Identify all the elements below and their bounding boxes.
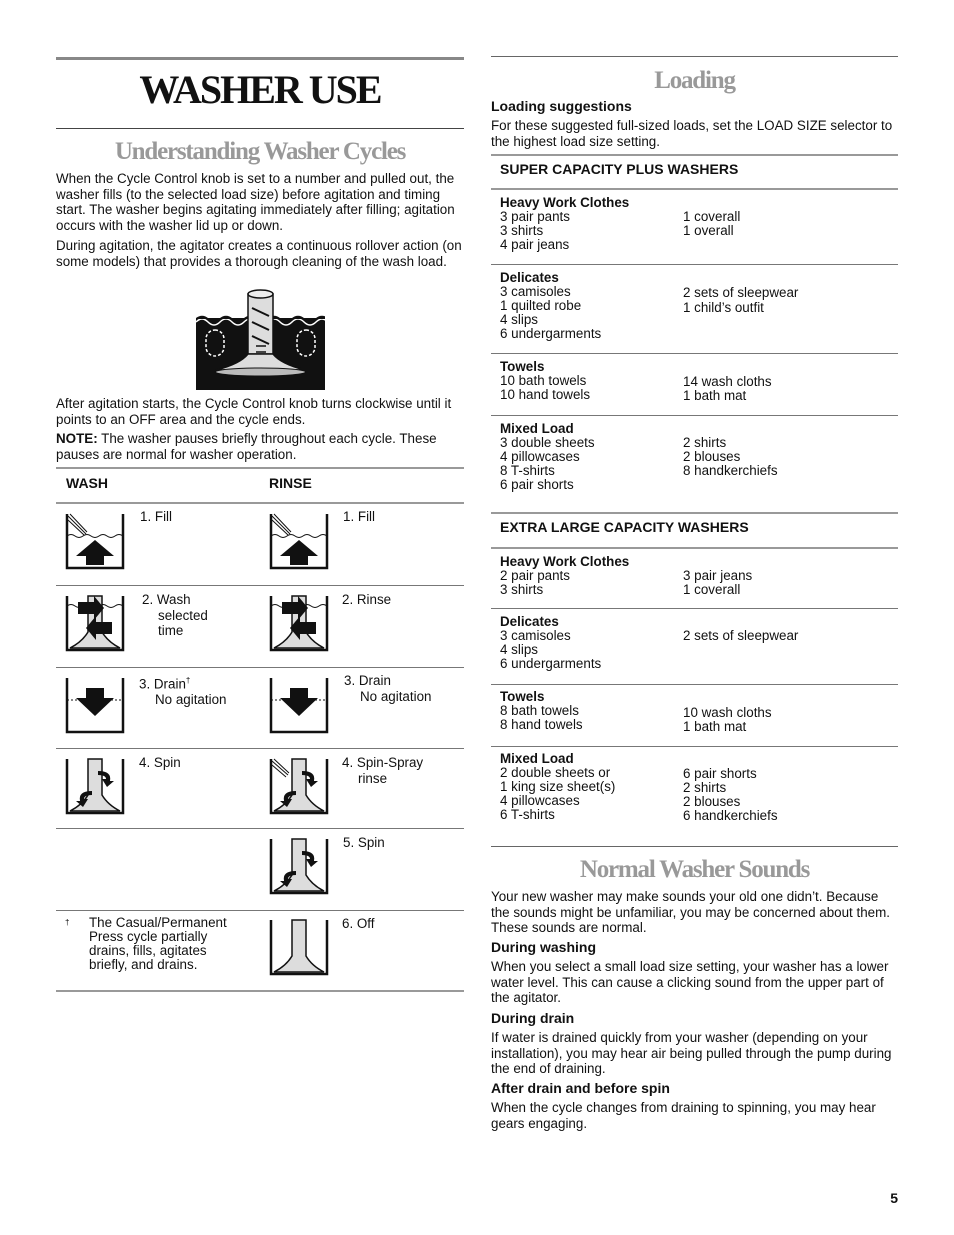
drain-icon	[268, 674, 330, 736]
row-divider	[491, 684, 898, 685]
load-item: 4 pair jeans	[500, 237, 570, 252]
extra-mixed-right	[683, 767, 778, 823]
load-item: 8 bath towels	[500, 703, 579, 718]
load-item: 8 T-shirts	[500, 463, 555, 478]
row-divider	[56, 667, 464, 668]
footnote-line: The Casual/Permanent	[89, 915, 227, 930]
row-divider	[491, 746, 898, 747]
load-item: 6 undergarments	[500, 656, 602, 671]
footnote-line: briefly, and drains.	[89, 957, 198, 972]
load-item: 2 shirts	[683, 435, 727, 450]
load-item: 2 blouses	[683, 449, 741, 464]
row-divider	[56, 910, 464, 911]
group-name: Towels	[500, 359, 545, 374]
load-item: 2 sets of sleepwear	[683, 628, 799, 643]
rinse-step-3-line-1: 3. Drain	[344, 673, 391, 688]
spin-spray-icon	[268, 755, 330, 817]
rinse-step-2-label: 2. Rinse	[342, 592, 392, 607]
extra-heavy-left	[500, 555, 629, 597]
super-table-header-rule	[491, 188, 898, 190]
load-item: 6 undergarments	[500, 326, 602, 341]
super-mixed-right	[683, 436, 778, 478]
row-divider	[491, 415, 898, 416]
rinse-step-4-line-1: 4. Spin-Spray	[342, 755, 424, 770]
spin-icon	[268, 835, 330, 897]
understanding-paragraph-1: When the Cycle Control knob is set to a number and pulled out, the washer fills (to the selected load size) before agitation and timing start. The washer begins agitating immediately after filling; agitation occurs with the washer lid up or down.	[56, 171, 455, 233]
super-heavy-right	[683, 210, 740, 238]
load-item: 14 wash cloths	[683, 374, 772, 389]
load-item: 10 bath towels	[500, 373, 587, 388]
page-number: 5	[890, 1190, 898, 1206]
super-delicates-left	[500, 271, 601, 341]
group-name: Delicates	[500, 270, 559, 285]
note-paragraph	[56, 431, 464, 462]
load-item: 4 pillowcases	[500, 449, 580, 464]
rinse-step-6-label: 6. Off	[342, 916, 375, 931]
load-item: 10 hand towels	[500, 387, 591, 402]
extra-towels-left	[500, 690, 583, 732]
super-delicates-right	[683, 285, 798, 315]
agitator-illustration	[196, 288, 325, 390]
rinse-step-1-label: 1. Fill	[343, 509, 375, 524]
load-item: 3 camisoles	[500, 628, 571, 643]
wash-step-4-label: 4. Spin	[139, 755, 181, 770]
super-table-top-rule	[491, 154, 898, 156]
load-item: 4 slips	[500, 312, 538, 327]
footnote-line: drains, fills, agitates	[89, 943, 207, 958]
drain-icon	[64, 674, 126, 736]
off-icon	[268, 916, 330, 978]
cycle-table-bottom-rule	[56, 990, 464, 992]
footnote-text	[89, 916, 227, 972]
group-name: Mixed Load	[500, 421, 574, 436]
footnote-mark: †	[65, 918, 70, 927]
extra-table-top-rule	[491, 512, 898, 514]
rinse-step-4-label	[342, 755, 423, 786]
load-item: 1 overall	[683, 223, 734, 238]
rinse-step-3-line-2: No agitation	[360, 688, 432, 704]
load-item: 8 handkerchiefs	[683, 463, 778, 478]
load-item: 1 child’s outfit	[683, 300, 764, 315]
load-item: 3 shirts	[500, 582, 544, 597]
super-heavy-left	[500, 196, 629, 252]
loading-top-rule	[491, 56, 898, 57]
load-item: 6 pair shorts	[683, 766, 757, 781]
load-item: 1 bath mat	[683, 388, 747, 403]
rinse-step-4-line-2: rinse	[358, 770, 388, 786]
during-drain-text: If water is drained quickly from your washer (depending on your installation), you may hear air being pulled through the pump during the end of draining.	[491, 1030, 892, 1076]
top-rule	[56, 57, 464, 60]
load-item: 2 blouses	[683, 794, 741, 809]
load-item: 2 pair pants	[500, 568, 570, 583]
extra-towels-right	[683, 706, 772, 734]
group-name: Towels	[500, 689, 545, 704]
wash-step-2-label	[142, 592, 208, 639]
during-washing-text: When you select a small load size setting, your washer has a lower water level. This can cause a clicking sound from the upper part of the agitator.	[491, 959, 889, 1005]
footnote-line: Press cycle partially	[89, 929, 208, 944]
wash-step-3-line-2: No agitation	[155, 691, 227, 707]
fill-icon	[64, 510, 126, 572]
rinse-header: RINSE	[269, 475, 312, 491]
load-item: 4 pillowcases	[500, 793, 580, 808]
row-divider	[56, 748, 464, 749]
after-drain-text: When the cycle changes from draining to spinning, you may hear gears engaging.	[491, 1100, 876, 1131]
group-name: Heavy Work Clothes	[500, 554, 630, 569]
page-title: WASHER USE	[139, 67, 381, 112]
extra-delicates-left	[500, 615, 601, 671]
load-item: 6 T-shirts	[500, 807, 555, 822]
load-item: 2 sets of sleepwear	[683, 285, 799, 300]
load-item: 1 quilted robe	[500, 298, 582, 313]
group-name: Mixed Load	[500, 751, 574, 766]
wash-step-3-label	[139, 673, 226, 707]
rinse-step-3-label	[344, 673, 431, 704]
note-label: NOTE:	[56, 431, 98, 446]
after-drain-heading: After drain and before spin	[491, 1080, 670, 1096]
during-drain-heading: During drain	[491, 1010, 575, 1026]
load-item: 3 camisoles	[500, 284, 571, 299]
load-item: 1 bath mat	[683, 719, 747, 734]
cycle-table-header-rule	[56, 502, 464, 504]
rinse-step-5-label: 5. Spin	[343, 835, 385, 850]
row-divider	[56, 585, 464, 586]
sounds-title: Normal Washer Sounds	[579, 856, 810, 883]
super-mixed-left	[500, 422, 595, 492]
sounds-intro: Your new washer may make sounds your old one didn’t. Because the sounds might be unfamiliar, you may be concerned about them. These sounds are normal.	[491, 889, 890, 935]
wash-step-2-line-1: 2. Wash	[142, 592, 191, 607]
drain-footnote-mark: †	[185, 676, 191, 685]
extra-heavy-right	[683, 569, 752, 597]
understanding-title: Understanding Washer Cycles	[114, 138, 406, 165]
load-item: 8 hand towels	[500, 717, 583, 732]
extra-delicates-right	[683, 629, 798, 643]
wash-step-2-line-2: selected	[158, 607, 208, 623]
spin-icon	[64, 755, 126, 817]
during-washing-heading: During washing	[491, 939, 596, 955]
row-divider	[491, 264, 898, 265]
load-item: 10 wash cloths	[683, 705, 772, 720]
load-item: 1 coverall	[683, 582, 741, 597]
loading-title: Loading	[654, 67, 735, 94]
understanding-paragraph-3: After agitation starts, the Cycle Control knob turns clockwise until it points to an OFF area and the cycle ends.	[56, 396, 452, 427]
row-divider	[491, 608, 898, 609]
extra-large-heading: EXTRA LARGE CAPACITY WASHERS	[500, 519, 749, 535]
wash-header: WASH	[66, 475, 108, 491]
group-name: Delicates	[500, 614, 559, 629]
super-capacity-heading: SUPER CAPACITY PLUS WASHERS	[500, 161, 739, 177]
group-name: Heavy Work Clothes	[500, 195, 630, 210]
load-item: 1 coverall	[683, 209, 741, 224]
wash-icon	[64, 592, 126, 654]
load-item: 3 double sheets	[500, 435, 595, 450]
load-item: 6 handkerchiefs	[683, 808, 778, 823]
load-item: 4 slips	[500, 642, 538, 657]
row-divider	[491, 353, 898, 354]
sounds-top-rule	[491, 846, 898, 847]
load-item: 3 shirts	[500, 223, 544, 238]
load-item: 3 pair pants	[500, 209, 570, 224]
fill-icon	[268, 510, 330, 572]
load-item: 2 double sheets or	[500, 765, 611, 780]
super-towels-left	[500, 360, 590, 402]
loading-suggestions-heading: Loading suggestions	[491, 98, 632, 114]
super-towels-right	[683, 375, 772, 403]
note-text: The washer pauses briefly throughout each cycle. These pauses are normal for washer operation.	[56, 431, 437, 462]
extra-mixed-left	[500, 752, 615, 822]
load-item: 2 shirts	[683, 780, 727, 795]
loading-suggestions-text: For these suggested full-sized loads, set the LOAD SIZE selector to the highest load size setting.	[491, 118, 893, 149]
load-item: 6 pair shorts	[500, 477, 574, 492]
wash-step-2-line-3: time	[158, 623, 184, 638]
understanding-paragraph-2: During agitation, the agitator creates a continuous rollover action (on some models) that provides a thorough cleaning of the wash load.	[56, 238, 462, 269]
rinse-icon	[268, 592, 330, 654]
wash-step-1-label: 1. Fill	[140, 509, 172, 524]
wash-step-3-line-1: 3. Drain	[139, 676, 186, 692]
row-divider	[56, 828, 464, 829]
load-item: 3 pair jeans	[683, 568, 753, 583]
extra-table-header-rule	[491, 547, 898, 549]
title-rule	[56, 128, 464, 129]
cycle-table-top-rule	[56, 467, 464, 469]
load-item: 1 king size sheet(s)	[500, 779, 616, 794]
